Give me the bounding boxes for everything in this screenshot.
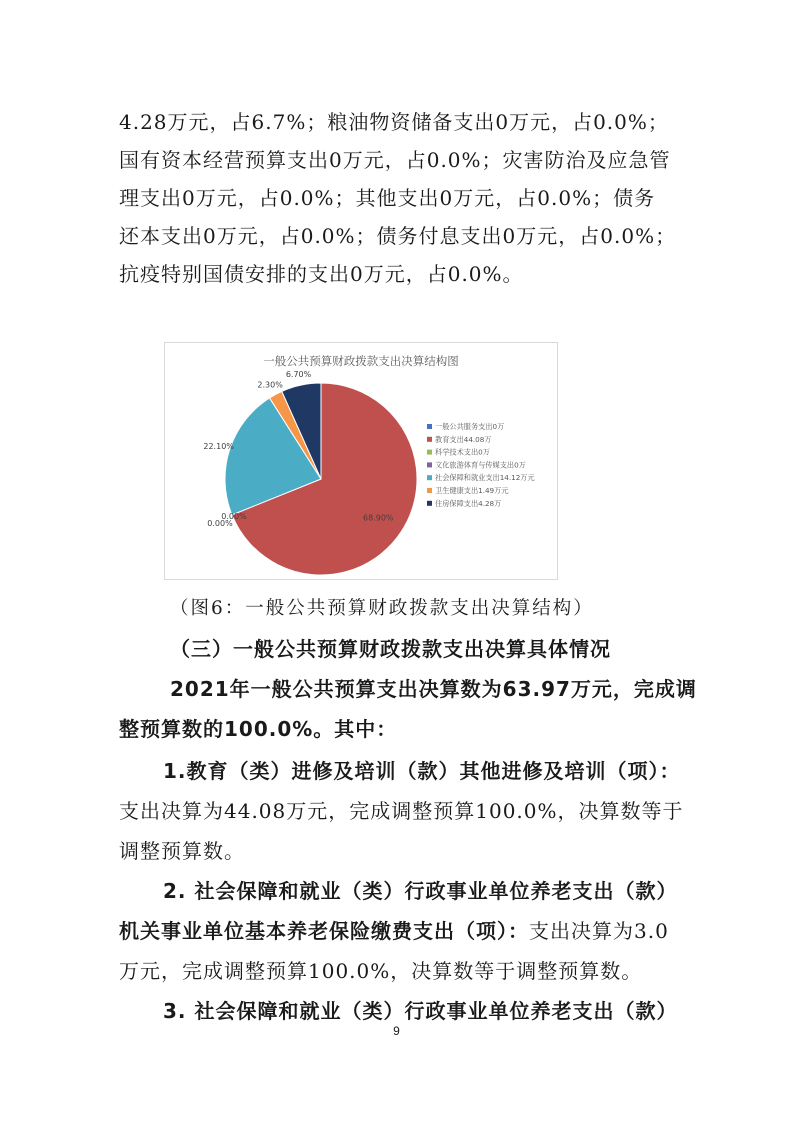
slice-label: 22.10% [203,442,234,452]
legend-entry: 教育支出44.08万 [435,434,492,444]
legend-entry: 社会保障和就业支出14.12万元 [435,473,535,483]
summary-line: 2021年一般公共预算支出决算数为63.97万元，完成调 [170,677,697,701]
item3-heading: 3. 社会保障和就业（类）行政事业单位养老支出（款） [163,999,678,1023]
slice-label: 0.00% [207,519,233,528]
legend-swatch [427,475,432,480]
paragraph-line: 国有资本经营预算支出0万元，占0.0%；灾害防治及应急管 [119,148,671,172]
figure-caption: （图6：一般公共预算财政拨款支出决算结构） [170,598,594,619]
summary-line: 整预算数的100.0%。其中： [119,717,398,741]
paragraph-line: 还本支出0万元，占0.0%；债务付息支出0万元，占0.0%； [119,224,677,248]
paragraph-line: 理支出0万元，占0.0%；其他支出0万元，占0.0%；债务 [119,186,656,210]
pie-chart-figure [164,342,558,580]
legend-entry: 卫生健康支出1.49万元 [435,486,509,495]
item2-line [119,916,669,946]
paragraph-line: 4.28万元，占6.7%；粮油物资储备支出0万元，占0.0%； [119,110,669,134]
legend-entry: 住房保障支出4.28万 [435,498,502,508]
slice-label: 2.30% [257,380,283,390]
item1-line: 支出决算为44.08万元，完成调整预算100.0%，决算数等于 [119,799,684,823]
item1-line: 调整预算数。 [119,839,245,863]
legend-swatch [427,488,432,493]
legend-swatch [427,501,432,506]
slice-label: 0.00% [221,512,247,521]
legend-swatch [427,450,432,455]
legend-entry: 一般公共服务支出0万 [435,422,505,431]
page-number: 9 [393,1024,400,1038]
legend-swatch [427,437,432,442]
slice-label: 68.90% [363,513,394,523]
item2-text: 支出决算为3.0 [529,919,669,943]
item1-heading: 1.教育（类）进修及培训（款）其他进修及培训（项）： [163,759,681,783]
legend-swatch [427,424,432,429]
section-heading: （三）一般公共预算财政拨款支出决算具体情况 [170,637,611,661]
slice-label: 6.70% [285,369,312,379]
pie-chart [165,343,557,579]
paragraph-line: 抗疫特别国债安排的支出0万元，占0.0%。 [119,262,524,286]
chart-title: 一般公共预算财政拨款支出决算结构图 [263,354,459,368]
legend-entry: 文化旅游体育与传媒支出0万 [435,460,526,470]
item2-subheading: 机关事业单位基本养老保险缴费支出（项）： [119,919,529,943]
item2-heading: 2. 社会保障和就业（类）行政事业单位养老支出（款） [163,879,678,903]
item2-line: 万元，完成调整预算100.0%，决算数等于调整预算数。 [119,959,643,983]
legend-swatch [427,462,432,467]
legend-entry: 科学技术支出0万 [435,447,490,457]
